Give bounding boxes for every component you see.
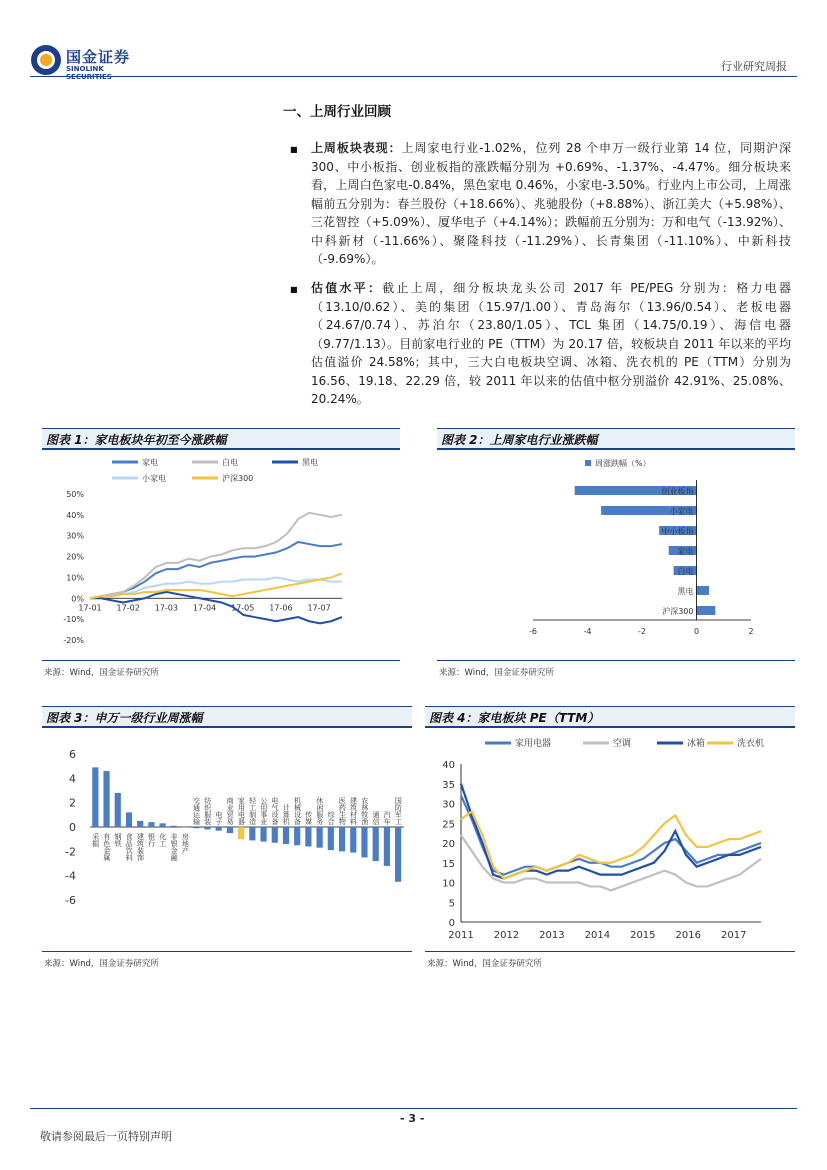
bar-医药生物	[339, 827, 345, 851]
logo-chinese-name: 国金证券	[66, 48, 131, 66]
figure-2-title: 图表 2：上周家电行业涨跌幅	[437, 428, 795, 450]
y-tick-label: -20%	[63, 636, 84, 645]
figure-3-source: 来源：Wind，国金证券研究所	[44, 959, 159, 969]
y-tick-label: 6	[69, 748, 76, 761]
series-line-沪深300	[90, 573, 342, 598]
x-tick-label: 17-04	[192, 603, 217, 613]
category-label: 化工	[158, 833, 167, 847]
legend-label: 家用电器	[515, 739, 552, 749]
x-tick-label: 17-05	[231, 603, 255, 613]
legend-label: 白电	[222, 458, 238, 467]
x-tick-label: -4	[583, 627, 592, 636]
bar-通信	[373, 827, 379, 861]
category-label: 中小板指	[661, 527, 694, 536]
footer-disclaimer: 敬请参阅最后一页特别声明	[40, 1130, 172, 1143]
bar-黑电	[697, 586, 710, 595]
y-tick-label: 10%	[66, 573, 84, 583]
x-tick-label: 2016	[675, 930, 701, 941]
category-label: 创业板指	[661, 487, 694, 496]
series-line-冰箱	[461, 784, 761, 879]
bar-银行	[148, 822, 154, 827]
figure-4-source-divider	[425, 951, 795, 952]
category-label: 家电	[677, 547, 694, 556]
category-label: 医药生物	[338, 797, 347, 825]
bar-食品饮料	[126, 812, 132, 827]
category-label: 农林牧渔	[360, 797, 369, 825]
figure-3-title: 图表 3：申万一级行业周涨幅	[42, 706, 412, 728]
legend-label: 沪深300	[222, 474, 254, 483]
x-tick-label: 2	[748, 627, 754, 636]
x-tick-label: 2014	[584, 930, 611, 941]
figure-1-chart	[42, 452, 400, 658]
category-label: 机械设备	[293, 797, 302, 825]
legend-swatch	[585, 460, 591, 466]
category-label: 综合	[327, 811, 336, 825]
bar-计算机	[283, 827, 289, 844]
y-tick-label: 0%	[71, 594, 84, 604]
y-tick-label: 20%	[66, 552, 84, 562]
series-line-小家电	[90, 577, 342, 598]
x-tick-label: 17-02	[116, 603, 140, 613]
category-label: 房地产	[181, 833, 190, 854]
category-label: 轻工制造	[248, 797, 257, 825]
category-label: 通信	[371, 811, 380, 825]
category-label: 交通运输	[192, 797, 201, 825]
y-tick-label: 25	[442, 819, 455, 831]
y-tick-label: 4	[69, 772, 76, 786]
series-line-洗衣机	[461, 811, 761, 878]
category-label: 黑电	[677, 587, 694, 596]
x-tick-label: 2017	[721, 930, 747, 941]
bar-商业贸易	[227, 827, 233, 833]
bar-建筑材料	[350, 827, 356, 853]
figure-3-source-divider	[42, 951, 412, 952]
x-tick-label: 2015	[630, 930, 656, 941]
paragraph-label: 上周板块表现：	[311, 141, 402, 155]
category-label: 汽车	[383, 811, 392, 825]
y-tick-label: -4	[65, 869, 76, 883]
x-tick-label: 2012	[493, 930, 520, 941]
page-number: - 3 -	[400, 1112, 425, 1125]
bar-建筑装饰	[137, 821, 143, 827]
bar-国防军工	[395, 827, 401, 882]
paragraph-label: 估值水平：	[311, 281, 383, 295]
x-tick-label: -2	[638, 627, 646, 636]
category-label: 钢铁	[114, 833, 123, 847]
footer-divider	[30, 1108, 797, 1109]
category-label: 电子	[214, 811, 223, 825]
bar-电气设备	[272, 827, 278, 843]
category-label: 纺织服装	[203, 797, 212, 825]
category-label: 银行	[147, 833, 156, 847]
category-label: 采掘	[91, 833, 100, 847]
y-tick-label: 35	[442, 779, 455, 791]
paragraph-sector-performance	[311, 139, 791, 269]
paragraph-valuation	[311, 279, 791, 409]
y-tick-label: 0	[448, 918, 455, 929]
x-tick-label: 17-03	[154, 603, 178, 613]
figure-1-source-divider	[42, 660, 400, 661]
x-tick-label: 0	[693, 627, 700, 636]
category-label: 计算机	[282, 804, 291, 825]
category-label: 有色金属	[102, 833, 111, 861]
bullet-icon: ■	[290, 145, 298, 154]
figure-3-chart	[42, 730, 412, 948]
y-tick-label: 0	[69, 821, 76, 834]
y-tick-label: 40	[442, 760, 455, 771]
figure-1-source: 来源：Wind，国金证券研究所	[44, 668, 159, 678]
legend-label: 黑电	[302, 458, 318, 467]
category-label: 传媒	[304, 811, 313, 825]
paragraph-text: 上周家电行业-1.02%，位列 28 个申万一级行业第 14 位，同期沪深 300、中小板指、创业板指的涨跌幅分别为 +0.69%、-1.37%、-4.47%。细分板块来看，上周白色家电-0.84%，黑色家电 0.46%，小家电-3.50%。行业内上市公司，上周涨幅前五分别为：春兰股份（+18.66%）、兆驰股份（+8.88%）、浙江美大（+5.98%）、三花智控（+5.09%）、厦华电子（+4.14%）；跌幅前五分别为：万和电气（-13.92%）、中科新材（-11.66%）、聚隆科技（-11.29%）、长青集团（-11.10%）、中新科技（-9.69%）。	[311, 141, 791, 266]
figure-1-title: 图表 1：家电板块年初至今涨跌幅	[42, 428, 400, 450]
bar-传媒	[305, 827, 311, 846]
figure-4-source: 来源：Wind，国金证券研究所	[427, 959, 542, 969]
section-title: 一、上周行业回顾	[283, 104, 391, 120]
bar-采掘	[92, 767, 98, 827]
y-tick-label: 10	[442, 878, 455, 890]
logo-english-name: SINOLINK SECURITIES	[66, 65, 112, 81]
bullet-icon: ■	[290, 285, 298, 294]
bar-房地产	[182, 827, 188, 828]
y-tick-label: 50%	[66, 490, 84, 499]
y-tick-label: 30%	[66, 531, 84, 541]
paragraph-text: 截止上周，细分板块龙头公司 2017 年 PE/PEG 分别为：格力电器（13.10/0.62）、美的集团（15.97/1.00）、青岛海尔（13.96/0.54）、老板电器（24.67/0.74）、苏泊尔（23.80/1.05）、TCL 集团（14.75/0.19）、海信电器（9.77/1.13）。目前家电行业的 PE（TTM）为 20.17 倍，较板块自 2011 年以来的平均估值溢价 24.58%；其中，三大白电板块空调、冰箱、洗衣机的 PE（TTM）分别为 16.56、19.18、22.29 倍，较 2011 年以来的估值中枢分别溢价 42.91%、25.08%、20.24%。	[311, 281, 791, 406]
x-tick-label: -6	[529, 627, 537, 636]
x-tick-label: 2011	[448, 930, 474, 941]
category-label: 非银金融	[170, 833, 179, 861]
legend-label: 冰箱	[687, 739, 706, 749]
bar-沪深300	[697, 606, 716, 615]
category-label: 食品饮料	[125, 833, 134, 861]
x-tick-label: 17-01	[78, 603, 102, 613]
y-tick-label: 40%	[66, 510, 84, 520]
category-label: 白电	[677, 567, 694, 576]
category-label: 电气设备	[271, 797, 280, 825]
y-tick-label: 5	[448, 898, 455, 910]
y-tick-label: -6	[65, 894, 76, 907]
x-tick-label: 2013	[539, 930, 565, 941]
y-tick-label: 30	[442, 799, 455, 811]
figure-4-title: 图表 4：家电板块 PE（TTM）	[425, 706, 795, 728]
bar-交通运输	[193, 827, 199, 828]
y-tick-label: -2	[65, 845, 76, 859]
x-tick-label: 17-07	[307, 603, 331, 613]
figure-2-source-divider	[437, 660, 795, 661]
figure-2-chart	[437, 452, 795, 658]
y-tick-label: -10%	[63, 615, 84, 625]
legend-label: 洗衣机	[737, 739, 765, 749]
legend-label: 小家电	[142, 474, 166, 483]
figure-2-source: 来源：Wind，国金证券研究所	[439, 668, 554, 678]
logo-mark-icon	[30, 44, 62, 76]
bar-化工	[160, 823, 166, 827]
y-tick-label: 20	[442, 839, 455, 850]
bar-电子	[216, 827, 222, 831]
legend-label: 空调	[613, 739, 632, 749]
report-type: 行业研究周报	[721, 60, 787, 73]
category-label: 公用事业	[259, 797, 268, 825]
category-label: 小家电	[669, 507, 694, 516]
category-label: 建筑装饰	[136, 833, 145, 861]
category-label: 商业贸易	[226, 797, 235, 825]
category-label: 沪深300	[662, 607, 694, 616]
bar-农林牧渔	[361, 827, 367, 857]
bar-汽车	[384, 827, 390, 866]
y-tick-label: 15	[442, 858, 455, 870]
bar-机械设备	[294, 827, 300, 845]
category-label: 家用电器	[237, 797, 246, 825]
category-label: 休闲服务	[315, 797, 324, 825]
category-label: 国防军工	[394, 797, 403, 825]
y-tick-label: 2	[69, 796, 76, 810]
bar-有色金属	[103, 771, 109, 827]
bar-休闲服务	[317, 827, 323, 848]
bar-轻工制造	[249, 827, 255, 840]
figure-4-chart	[425, 730, 795, 948]
bar-纺织服装	[204, 827, 210, 829]
category-label: 建筑材料	[349, 797, 358, 825]
company-logo	[30, 44, 150, 81]
series-line-白电	[90, 513, 342, 599]
bar-公用事业	[260, 827, 266, 842]
legend-label: 家电	[142, 458, 158, 467]
bar-钢铁	[115, 793, 121, 827]
legend-label: 周涨跌幅（%）	[595, 459, 651, 468]
header-divider	[30, 76, 797, 77]
bar-家用电器	[238, 827, 244, 839]
bar-非银金融	[171, 826, 177, 827]
bar-综合	[328, 827, 334, 850]
x-tick-label: 17-06	[269, 603, 293, 613]
